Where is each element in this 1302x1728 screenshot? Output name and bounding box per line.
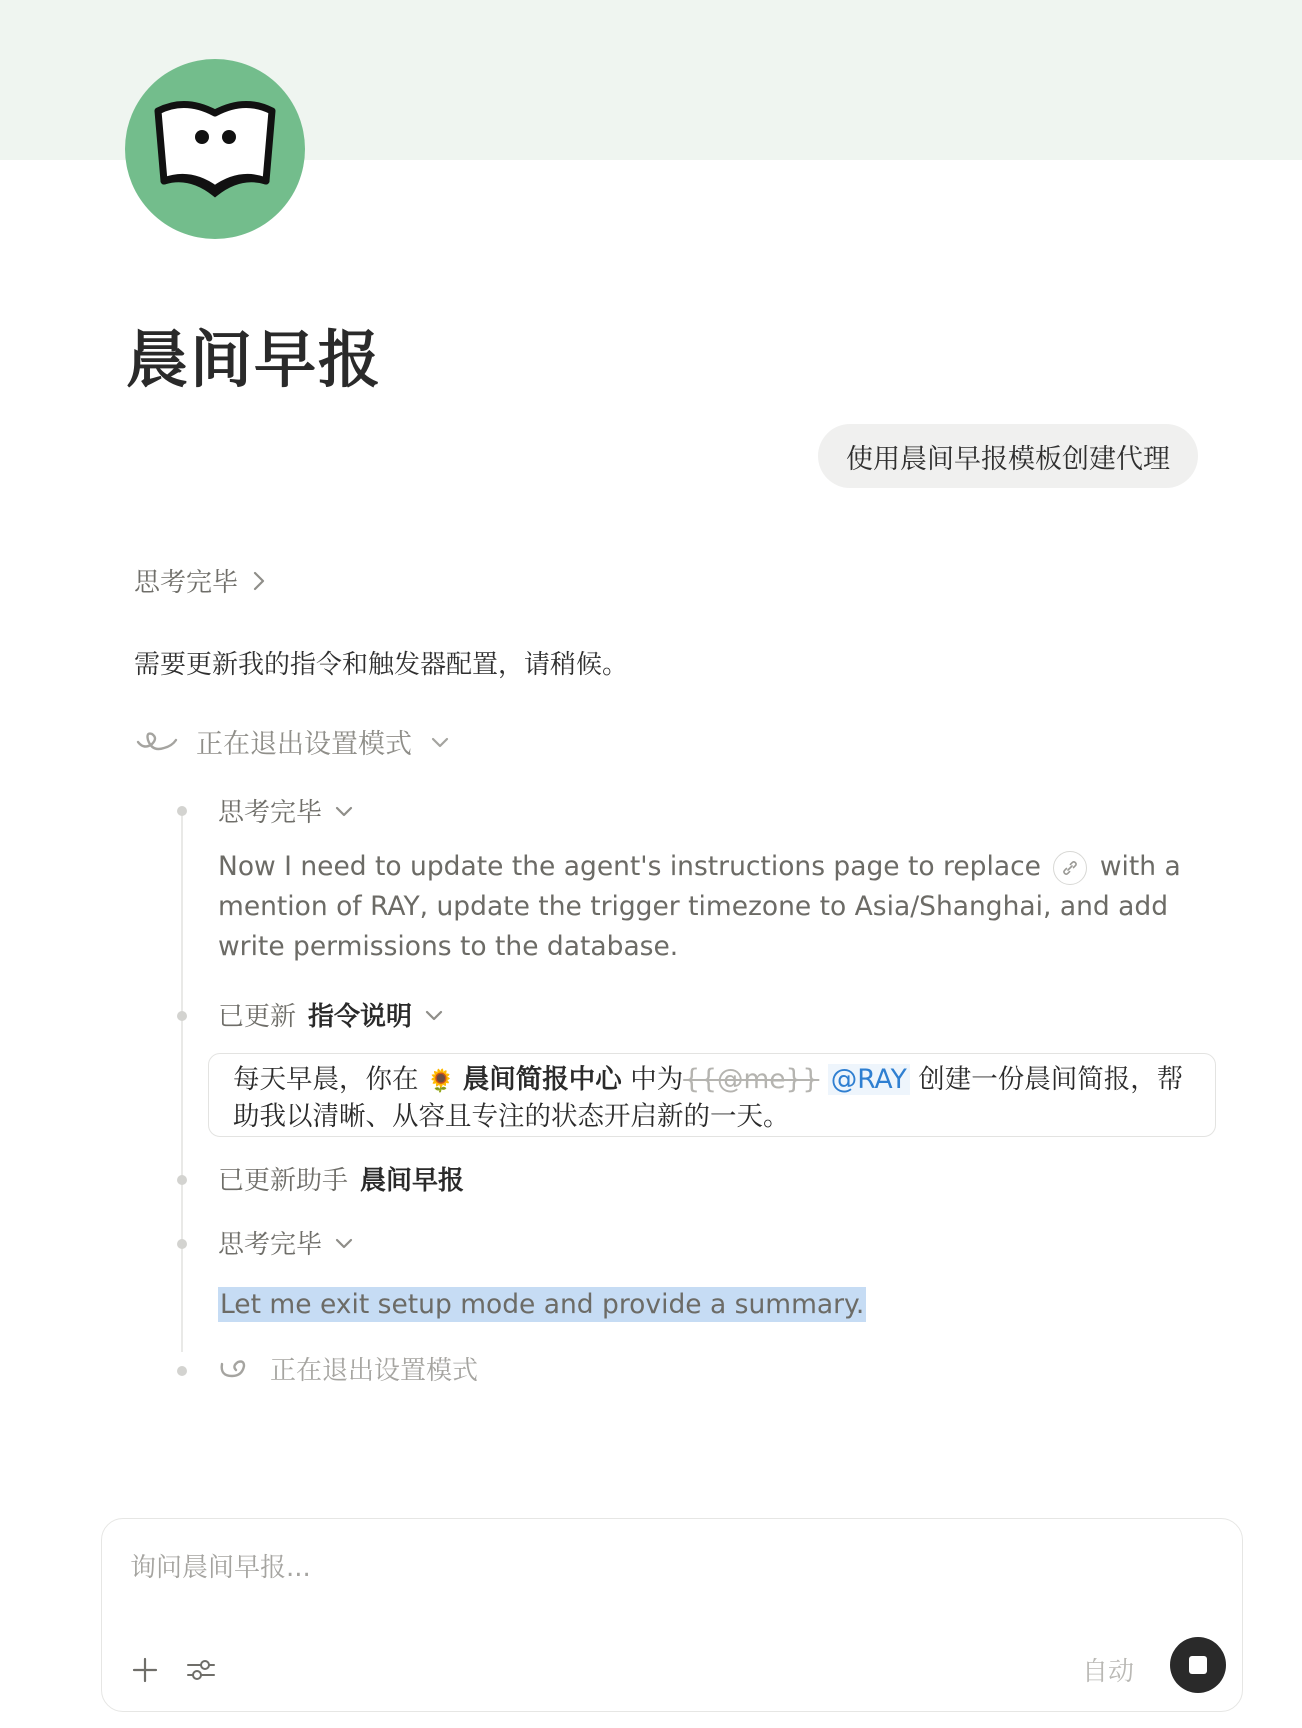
thought-step-label: 思考完毕 [218, 798, 323, 828]
exiting-step [218, 1350, 478, 1387]
removed-mention: {{@me}} [683, 1064, 820, 1095]
thought-step-label: 思考完毕 [218, 1230, 323, 1260]
timeline-dot [177, 1239, 187, 1249]
user-mention[interactable]: @RAY [828, 1064, 910, 1095]
selected-thought-text: Let me exit setup mode and provide a summary. [220, 1289, 865, 1320]
open-book-face-icon [150, 89, 280, 209]
stop-icon [1189, 1656, 1207, 1674]
instr-text: 中为 [630, 1064, 684, 1095]
create-from-template-button[interactable]: 使用晨间早报模板创建代理 [818, 424, 1198, 488]
agent-avatar [125, 59, 305, 239]
updated-agent-name[interactable]: 晨间早报 [360, 1166, 465, 1196]
timeline-dot [177, 806, 187, 816]
stop-button[interactable] [1170, 1637, 1226, 1693]
updated-agent-step [218, 1160, 464, 1197]
loading-swirl-icon [136, 728, 178, 756]
composer-input[interactable]: 询问晨间早报... [130, 1553, 311, 1583]
thought-step-toggle[interactable] [218, 1224, 354, 1261]
page-mention[interactable]: 晨间简报中心 [462, 1064, 622, 1095]
mode-selector[interactable]: 自动 [1082, 1657, 1135, 1687]
timeline-dot [177, 1366, 187, 1376]
plus-icon[interactable] [130, 1655, 160, 1685]
updated-instructions-toggle[interactable] [218, 996, 444, 1033]
chat-composer[interactable] [101, 1518, 1243, 1712]
chevron-right-icon [252, 570, 266, 592]
assistant-message: 需要更新我的指令和触发器配置，请稍候。 [134, 650, 629, 680]
instr-text: 每天早晨，你在 [233, 1064, 419, 1095]
timeline-dot [177, 1011, 187, 1021]
thought-text-part: with a mention of RAY, update the trigger timezone to Asia/Shanghai, and add write permissions to the database. [218, 851, 1181, 962]
thought-text [218, 847, 1208, 967]
updated-prefix: 已更新 [218, 1002, 297, 1032]
sliders-icon[interactable] [186, 1655, 216, 1685]
chevron-down-icon [334, 804, 354, 818]
page-title: 晨间早报 [126, 323, 383, 396]
chevron-down-icon [334, 1236, 354, 1250]
thought-toggle[interactable] [134, 562, 266, 599]
exiting-setup-toggle[interactable] [136, 722, 450, 761]
chevron-down-icon [424, 1008, 444, 1022]
instr-text: 创建一份晨间简报，帮助我以清晰、从容且专注的状态开启新的一天。 [233, 1064, 1184, 1132]
timeline-dot [177, 1175, 187, 1185]
thought-text-part: Now I need to update the agent's instructions page to replace [218, 851, 1041, 882]
chevron-down-icon [430, 735, 450, 749]
loading-swirl-icon [218, 1356, 248, 1382]
updated-target: 指令说明 [308, 1002, 413, 1032]
updated-agent-prefix: 已更新助手 [218, 1166, 349, 1196]
exiting-step-label: 正在退出设置模式 [270, 1356, 479, 1386]
instructions-preview [208, 1053, 1216, 1137]
thought-step-toggle[interactable] [218, 792, 354, 829]
link-icon[interactable] [1053, 851, 1087, 885]
timeline-line [181, 812, 183, 1352]
sunflower-icon: 🌻 [426, 1069, 455, 1094]
thought-label: 思考完毕 [134, 568, 239, 598]
exiting-label: 正在退出设置模式 [196, 729, 412, 760]
